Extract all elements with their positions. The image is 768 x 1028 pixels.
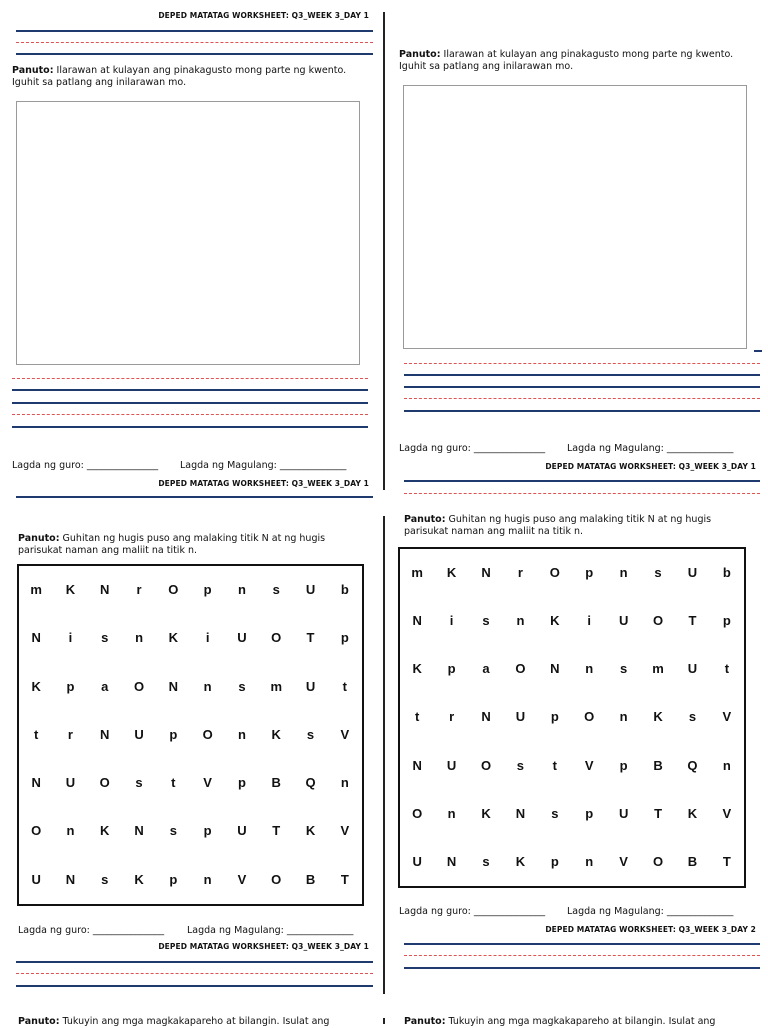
letter-cell[interactable]: s <box>620 661 628 677</box>
letter-cell[interactable]: t <box>33 726 39 742</box>
worksheet-header: DEPED MATATAG WORKSHEET: Q3_WEEK 3_DAY 1 <box>545 462 756 471</box>
letter-cell[interactable]: K <box>412 661 422 677</box>
letter-cell[interactable]: O <box>412 805 423 821</box>
writing-line <box>404 480 760 482</box>
letter-cell[interactable]: O <box>168 582 179 597</box>
letter-cell[interactable]: K <box>481 805 491 821</box>
letter-cell[interactable]: O <box>652 853 664 869</box>
letter-cell[interactable]: N <box>481 565 491 580</box>
writing-line-dashed <box>404 493 760 494</box>
letter-cell[interactable]: p <box>340 630 349 646</box>
letter-cell[interactable]: O <box>584 709 595 725</box>
letter-cell[interactable]: p <box>619 757 628 773</box>
letter-cell[interactable]: p <box>447 661 456 677</box>
teacher-signature[interactable]: Lagda ng guro: _______________ <box>12 460 159 471</box>
letter-cell[interactable]: U <box>687 565 698 580</box>
letter-grid-row <box>19 711 362 759</box>
letter-cell[interactable]: t <box>415 709 420 725</box>
writing-line <box>404 386 760 388</box>
letter-cell[interactable]: T <box>688 613 697 629</box>
letter-cell[interactable]: K <box>305 823 316 839</box>
letter-cell[interactable]: s <box>482 613 490 629</box>
parent-signature[interactable]: Lagda ng Magulang: ______________ <box>180 460 347 471</box>
letter-cell[interactable]: N <box>31 630 41 646</box>
letter-cell[interactable]: K <box>515 853 526 869</box>
page-divider <box>383 1018 385 1024</box>
letter-cell[interactable]: s <box>688 709 697 725</box>
letter-cell[interactable]: U <box>31 871 41 887</box>
letter-cell[interactable]: p <box>722 613 731 629</box>
letter-cell[interactable]: n <box>585 853 594 869</box>
letter-cell[interactable]: r <box>136 582 142 597</box>
letter-cell[interactable]: U <box>446 757 457 773</box>
instruction-text: Panuto: Tukuyin ang mga magkakapareho at bilangin. Isulat ang <box>404 1016 716 1027</box>
letter-cell[interactable]: K <box>687 805 698 821</box>
writing-line <box>12 426 368 428</box>
instruction-text: Panuto: Ilarawan at kulayan ang pinakagusto mong parte ng kwento. Iguhit sa patlang ang inilarawan mo. <box>399 49 734 72</box>
letter-cell[interactable]: s <box>551 805 559 821</box>
writing-line <box>404 967 760 969</box>
letter-cell[interactable]: Q <box>305 775 316 791</box>
writing-line-dashed <box>404 955 760 956</box>
drawing-box[interactable] <box>16 101 360 365</box>
letter-cell[interactable]: p <box>203 582 212 597</box>
letter-cell[interactable]: s <box>238 678 246 694</box>
instruction-text: Panuto: Guhitan ng hugis puso ang malaking titik N at ng hugis parisukat naman ang maliit na titik n. <box>18 533 326 556</box>
letter-cell[interactable]: U <box>65 775 76 791</box>
letter-cell[interactable]: O <box>652 613 664 629</box>
drawing-box[interactable] <box>403 85 747 349</box>
letter-cell[interactable]: V <box>722 805 732 821</box>
letter-cell[interactable]: s <box>101 630 109 646</box>
parent-signature[interactable]: Lagda ng Magulang: ______________ <box>567 443 734 454</box>
letter-grid-row <box>400 549 744 597</box>
letter-cell[interactable]: p <box>203 823 212 839</box>
worksheet-header: DEPED MATATAG WORKSHEET: Q3_WEEK 3_DAY 1 <box>158 942 369 951</box>
writing-line <box>404 374 760 376</box>
letter-cell[interactable]: s <box>272 582 280 597</box>
letter-cell[interactable]: n <box>585 661 594 677</box>
letter-cell[interactable]: K <box>550 613 560 629</box>
letter-cell[interactable]: p <box>585 805 594 821</box>
letter-cell[interactable]: V <box>237 871 247 887</box>
letter-cell[interactable]: r <box>67 726 73 742</box>
writing-line-dashed <box>16 973 373 974</box>
letter-cell[interactable]: U <box>515 709 526 725</box>
worksheet-header: DEPED MATATAG WORKSHEET: Q3_WEEK 3_DAY 1 <box>158 479 369 488</box>
letter-grid-row <box>19 856 362 904</box>
letter-cell[interactable]: K <box>134 871 144 887</box>
letter-cell[interactable]: V <box>203 775 212 791</box>
writing-line-dashed <box>404 363 760 364</box>
letter-cell[interactable]: i <box>587 613 592 629</box>
letter-cell[interactable]: n <box>203 678 212 694</box>
letter-cell[interactable]: i <box>449 613 454 629</box>
letter-cell[interactable]: K <box>446 565 457 580</box>
writing-line <box>16 30 373 32</box>
letter-cell[interactable]: n <box>722 757 731 773</box>
letter-cell[interactable]: a <box>101 678 109 694</box>
letter-cell[interactable]: T <box>654 805 663 821</box>
letter-cell[interactable]: U <box>618 613 629 629</box>
writing-line <box>16 961 373 963</box>
letter-cell[interactable]: N <box>412 613 422 629</box>
letter-cell[interactable]: B <box>687 853 698 869</box>
letter-cell[interactable]: K <box>100 823 110 839</box>
letter-grid-row <box>19 759 362 807</box>
letter-cell[interactable]: N <box>168 678 179 694</box>
letter-cell[interactable]: V <box>340 726 350 742</box>
writing-line-dashed <box>404 398 760 399</box>
instruction-text: Panuto: Ilarawan at kulayan ang pinakagusto mong parte ng kwento. Iguhit sa patlang ang inilarawan mo. <box>12 65 347 88</box>
letter-cell[interactable]: N <box>481 709 491 725</box>
letter-cell[interactable]: N <box>446 853 457 869</box>
letter-grid[interactable] <box>398 547 746 888</box>
letter-grid-row <box>19 566 362 614</box>
letter-cell[interactable]: V <box>340 823 350 839</box>
writing-line <box>12 402 368 404</box>
letter-cell[interactable]: O <box>271 871 282 887</box>
letter-cell[interactable]: N <box>65 871 76 887</box>
letter-cell[interactable]: T <box>722 853 731 869</box>
letter-cell[interactable]: B <box>305 871 316 887</box>
writing-line <box>16 496 373 498</box>
letter-cell[interactable]: Q <box>687 757 698 773</box>
letter-grid-row <box>400 838 744 886</box>
writing-line-dashed <box>12 378 368 379</box>
letter-cell[interactable]: O <box>99 775 110 791</box>
letter-cell[interactable]: U <box>237 823 247 839</box>
letter-cell[interactable]: t <box>552 757 557 773</box>
letter-cell[interactable]: a <box>482 661 490 677</box>
letter-cell[interactable]: T <box>306 630 315 646</box>
letter-cell[interactable]: p <box>169 871 178 887</box>
letter-cell[interactable]: n <box>619 709 628 725</box>
letter-cell[interactable]: s <box>135 775 143 791</box>
letter-cell[interactable]: s <box>482 853 490 869</box>
letter-cell[interactable]: n <box>447 805 456 821</box>
teacher-signature[interactable]: Lagda ng guro: _______________ <box>399 906 546 917</box>
letter-cell[interactable]: s <box>101 871 109 887</box>
letter-cell[interactable]: i <box>205 630 210 646</box>
letter-cell[interactable]: B <box>271 775 281 791</box>
letter-cell[interactable]: U <box>687 661 698 677</box>
letter-cell[interactable]: T <box>272 823 281 839</box>
writing-line <box>754 350 762 352</box>
letter-cell[interactable]: U <box>305 582 316 597</box>
letter-cell[interactable]: N <box>100 726 110 742</box>
letter-cell[interactable]: p <box>585 565 594 580</box>
letter-cell[interactable]: p <box>66 678 75 694</box>
letter-cell[interactable]: T <box>340 871 349 887</box>
letter-cell[interactable]: r <box>517 565 523 580</box>
parent-signature[interactable]: Lagda ng Magulang: ______________ <box>567 906 734 917</box>
letter-cell[interactable]: s <box>169 823 177 839</box>
writing-line <box>16 985 373 987</box>
letter-cell[interactable]: n <box>237 726 246 742</box>
letter-cell[interactable]: O <box>133 678 145 694</box>
letter-grid-row <box>19 614 362 662</box>
letter-cell[interactable]: O <box>549 565 560 580</box>
writing-line <box>16 53 373 55</box>
instruction-text: Panuto: Guhitan ng hugis puso ang malaking titik N at ng hugis parisukat naman ang maliit na titik n. <box>404 514 712 537</box>
letter-cell[interactable]: i <box>68 630 73 646</box>
letter-cell[interactable]: t <box>724 661 730 677</box>
letter-cell[interactable]: K <box>65 582 76 597</box>
letter-cell[interactable]: O <box>515 661 526 677</box>
letter-cell[interactable]: N <box>134 823 144 839</box>
letter-cell[interactable]: V <box>584 757 594 773</box>
letter-cell[interactable]: K <box>271 726 281 742</box>
letter-cell[interactable]: U <box>618 805 629 821</box>
teacher-signature[interactable]: Lagda ng guro: _______________ <box>399 443 546 454</box>
letter-cell[interactable]: V <box>619 853 628 869</box>
instruction-text: Panuto: Tukuyin ang mga magkakapareho at bilangin. Isulat ang <box>18 1016 330 1027</box>
parent-signature[interactable]: Lagda ng Magulang: ______________ <box>187 925 354 936</box>
letter-cell[interactable]: r <box>449 709 455 725</box>
letter-cell[interactable]: V <box>722 709 732 725</box>
letter-cell[interactable]: p <box>550 853 559 869</box>
letter-cell[interactable]: b <box>340 582 349 597</box>
letter-grid-row <box>400 742 744 790</box>
letter-cell[interactable]: n <box>340 775 349 791</box>
letter-cell[interactable]: m <box>411 565 423 580</box>
letter-cell[interactable]: O <box>271 630 282 646</box>
letter-grid-row <box>19 807 362 855</box>
letter-cell[interactable]: N <box>515 805 526 821</box>
writing-line <box>404 410 760 412</box>
letter-cell[interactable]: N <box>100 582 110 597</box>
writing-line <box>12 389 368 391</box>
letter-cell[interactable]: U <box>134 726 144 742</box>
letter-cell[interactable]: U <box>305 678 316 694</box>
letter-grid-row <box>400 790 744 838</box>
letter-cell[interactable]: t <box>171 775 176 791</box>
letter-cell[interactable]: O <box>202 726 213 742</box>
worksheet-header: DEPED MATATAG WORKSHEET: Q3_WEEK 3_DAY 1 <box>158 11 369 20</box>
page-divider <box>383 12 385 490</box>
letter-grid-row <box>400 645 744 693</box>
letter-cell[interactable]: B <box>653 757 663 773</box>
writing-line-dashed <box>12 414 368 415</box>
letter-cell[interactable]: p <box>550 709 559 725</box>
letter-cell[interactable]: n <box>66 823 75 839</box>
letter-cell[interactable]: U <box>412 853 422 869</box>
worksheet-header: DEPED MATATAG WORKSHEET: Q3_WEEK 3_DAY 2 <box>545 925 756 934</box>
letter-cell[interactable]: n <box>203 871 212 887</box>
writing-line-dashed <box>16 42 373 43</box>
letter-cell[interactable]: n <box>619 565 628 580</box>
letter-cell[interactable]: m <box>270 678 282 694</box>
letter-cell[interactable]: s <box>516 757 525 773</box>
letter-cell[interactable]: n <box>516 613 525 629</box>
teacher-signature[interactable]: Lagda ng guro: _______________ <box>18 925 165 936</box>
letter-cell[interactable]: O <box>480 757 492 773</box>
letter-cell[interactable]: m <box>652 661 664 677</box>
letter-cell[interactable]: N <box>412 757 422 773</box>
letter-cell[interactable]: O <box>31 823 42 839</box>
letter-cell[interactable]: s <box>306 726 315 742</box>
letter-cell[interactable]: b <box>722 565 731 580</box>
letter-grid-row <box>400 693 744 741</box>
letter-grid-row <box>19 663 362 711</box>
letter-cell[interactable]: t <box>342 678 347 694</box>
letter-cell[interactable]: K <box>31 678 41 694</box>
letter-grid-row <box>400 597 744 645</box>
writing-line <box>404 943 760 945</box>
page-divider <box>383 516 385 994</box>
letter-cell[interactable]: p <box>237 775 246 791</box>
letter-cell[interactable]: m <box>30 582 42 597</box>
letter-cell[interactable]: n <box>237 582 246 597</box>
letter-grid[interactable] <box>17 564 364 906</box>
letter-cell[interactable]: K <box>653 709 663 725</box>
letter-cell[interactable]: N <box>31 775 41 791</box>
letter-cell[interactable]: N <box>550 661 560 677</box>
letter-cell[interactable]: p <box>169 726 178 742</box>
letter-cell[interactable]: U <box>237 630 247 646</box>
letter-cell[interactable]: s <box>654 565 662 580</box>
letter-cell[interactable]: n <box>135 630 144 646</box>
letter-cell[interactable]: K <box>168 630 179 646</box>
